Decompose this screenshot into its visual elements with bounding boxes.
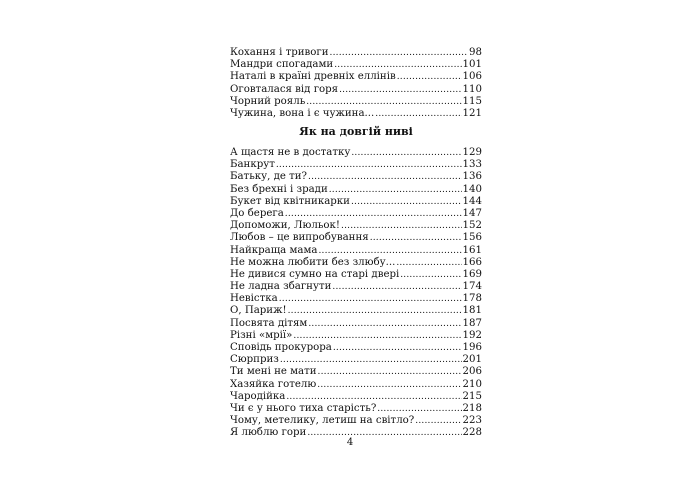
toc-entry-title: Ти мені не мати xyxy=(230,366,317,378)
dot-leader xyxy=(333,342,462,354)
dot-leader xyxy=(317,379,461,391)
toc-entry xyxy=(230,330,482,342)
dot-leader xyxy=(319,245,462,257)
toc-entry xyxy=(230,415,482,427)
dot-leader xyxy=(396,257,461,269)
toc-entry-page: 152 xyxy=(462,220,482,232)
toc-entry xyxy=(230,342,482,354)
toc-entry-title: Сюрприз xyxy=(230,354,279,366)
dot-leader xyxy=(279,293,462,305)
toc-entry xyxy=(230,293,482,305)
dot-leader xyxy=(332,281,461,293)
toc-entry xyxy=(230,281,482,293)
toc-entry-page: 187 xyxy=(462,317,482,329)
toc-entry xyxy=(230,71,482,83)
dot-leader xyxy=(285,208,462,220)
dot-leader xyxy=(306,96,461,108)
toc-entry xyxy=(230,47,482,59)
toc-entry-page: 106 xyxy=(462,71,482,83)
toc-entry-title: Банкрут xyxy=(230,159,275,171)
dot-leader xyxy=(351,147,461,159)
dot-leader xyxy=(397,71,462,83)
dot-leader xyxy=(280,354,462,366)
toc-entry xyxy=(230,208,482,220)
dot-leader xyxy=(334,59,461,71)
toc-entry-page: 196 xyxy=(462,342,482,353)
toc-entry-page: 174 xyxy=(462,281,482,293)
dot-leader xyxy=(288,305,462,317)
toc-entry-page: 206 xyxy=(462,366,482,378)
dot-leader xyxy=(318,366,462,378)
toc-entry-page: 136 xyxy=(462,171,482,183)
dot-leader xyxy=(293,330,461,342)
toc-entry-page: 178 xyxy=(462,293,482,305)
toc-entry-page: 101 xyxy=(462,59,482,71)
toc-entry-title: Чому, метелику, летиш на світло? xyxy=(230,415,415,427)
toc-entry-title: Букет від квітникарки xyxy=(230,195,350,207)
toc-entry-page: 218 xyxy=(462,402,482,414)
toc-list-part1 xyxy=(230,47,482,120)
toc-entry xyxy=(230,354,482,366)
dot-leader xyxy=(339,84,461,96)
dot-leader xyxy=(341,220,462,232)
toc-entry-title: Не дивися сумно на старі двері xyxy=(230,268,400,280)
toc-entry-title: Мандри спогадами xyxy=(230,59,334,71)
toc-entry-title: Різні «мрії» xyxy=(230,329,293,341)
dot-leader xyxy=(308,171,462,183)
dot-leader xyxy=(329,184,462,196)
toc-entry-page: 156 xyxy=(462,232,482,244)
toc-entry-page: 110 xyxy=(462,83,482,95)
toc-entry xyxy=(230,159,482,171)
dot-leader xyxy=(330,47,469,59)
toc-entry xyxy=(230,269,482,281)
toc-entry xyxy=(230,403,482,415)
toc-entry-title: Не ладна збагнути xyxy=(230,281,332,293)
toc-entry xyxy=(230,391,482,403)
toc-entry-title: Хазяйка готелю xyxy=(230,378,317,390)
toc-entry-title: Чи є у нього тиха старість? xyxy=(230,402,377,414)
dot-leader xyxy=(370,232,462,244)
dot-leader xyxy=(286,391,461,403)
section-heading: Як на довгій ниві xyxy=(299,125,413,138)
toc-entry xyxy=(230,232,482,244)
toc-entry-title: Любов – це випробування xyxy=(230,232,369,244)
toc-entry-title: А щастя не в достатку xyxy=(230,147,351,158)
toc-entry xyxy=(230,318,482,330)
toc-entry-page: 166 xyxy=(462,256,482,268)
toc-entry-title: Не можна любити без злюбу... xyxy=(230,256,396,268)
toc-entry-title: Батьку, де ти? xyxy=(230,171,308,183)
toc-entry-title: Допоможи, Люльок! xyxy=(230,220,341,232)
toc-entry xyxy=(230,96,482,108)
toc-entry xyxy=(230,108,482,120)
toc-entry xyxy=(230,171,482,183)
toc-entry xyxy=(230,257,482,269)
toc-entry-title: Без брехні і зради xyxy=(230,183,328,195)
toc-list-part2 xyxy=(230,147,482,440)
toc-entry-title: Невістка xyxy=(230,293,278,305)
dot-leader xyxy=(400,269,461,281)
toc-entry-page: 201 xyxy=(462,354,482,366)
toc-entry-page: 129 xyxy=(462,147,482,158)
toc-entry-page: 192 xyxy=(462,329,482,341)
toc-entry-title: Найкраща мама xyxy=(230,244,318,256)
toc-entry xyxy=(230,184,482,196)
dot-leader xyxy=(377,403,461,415)
toc-entry-page: 115 xyxy=(462,95,482,107)
toc-entry xyxy=(230,196,482,208)
toc-entry-page: 133 xyxy=(462,159,482,171)
toc-entry-page: 147 xyxy=(462,207,482,219)
dot-leader xyxy=(415,415,461,427)
toc-entry-title: О, Париж! xyxy=(230,305,287,317)
toc-entry-title: Я люблю гори xyxy=(230,427,307,439)
toc-entry-page: 210 xyxy=(462,378,482,390)
toc-entry-title: Чужина, вона і є чужина... xyxy=(230,107,375,119)
toc-entry xyxy=(230,379,482,391)
dot-leader xyxy=(375,108,461,120)
dot-leader xyxy=(351,196,462,208)
toc-entry-title: Кохання і тривоги xyxy=(230,47,329,58)
toc-entry-page: 98 xyxy=(469,47,482,58)
toc-entry-title: До берега xyxy=(230,207,284,219)
toc-entry xyxy=(230,147,482,159)
dot-leader xyxy=(308,318,461,330)
page-number: 4 xyxy=(346,437,354,448)
toc-entry-page: 169 xyxy=(462,268,482,280)
toc-entry xyxy=(230,84,482,96)
toc-entry-page: 215 xyxy=(462,390,482,402)
toc-entry-title: Посвята дітям xyxy=(230,317,308,329)
toc-entry xyxy=(230,59,482,71)
toc-entry xyxy=(230,245,482,257)
toc-entry-title: Чорний рояль xyxy=(230,95,306,107)
toc-entry-page: 144 xyxy=(462,195,482,207)
toc-entry-page: 140 xyxy=(462,183,482,195)
toc-entry-title: Чародійка xyxy=(230,390,286,402)
toc-entry-page: 223 xyxy=(462,415,482,427)
toc-entry-title: Оговталася від горя xyxy=(230,83,339,95)
toc-entry-page: 161 xyxy=(462,244,482,256)
toc-entry-title: Сповідь прокурора xyxy=(230,342,332,353)
dot-leader xyxy=(276,159,462,171)
toc-entry-title: Наталі в країні древніх еллінів xyxy=(230,71,396,83)
toc-entry-page: 228 xyxy=(462,427,482,439)
toc-entry xyxy=(230,366,482,378)
toc-entry-page: 121 xyxy=(462,107,482,119)
toc-entry xyxy=(230,220,482,232)
toc-entry xyxy=(230,305,482,317)
toc-entry-page: 181 xyxy=(462,305,482,317)
